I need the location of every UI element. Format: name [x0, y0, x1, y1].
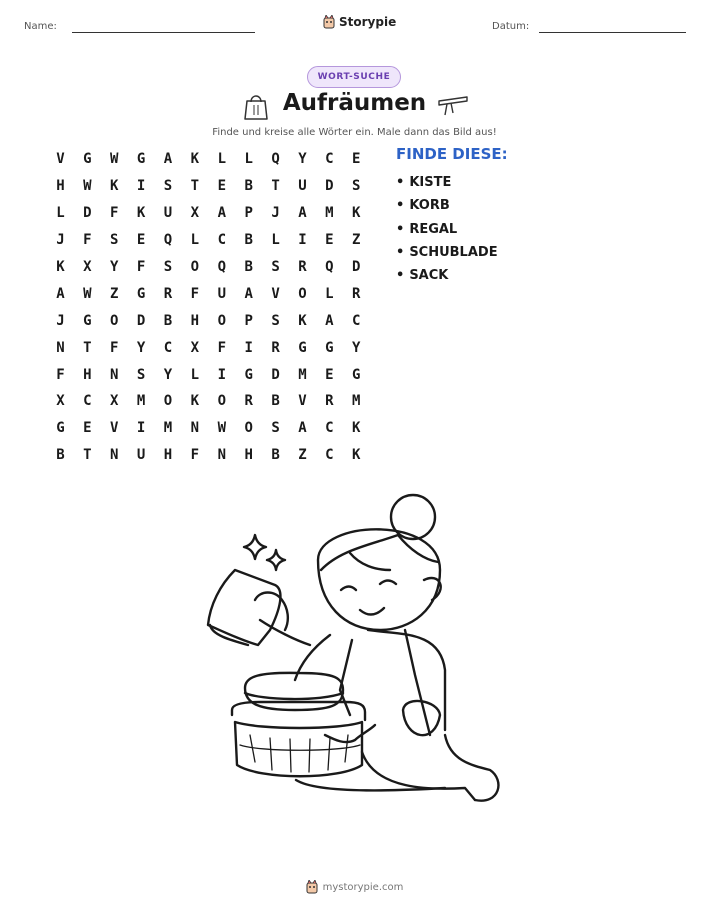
- grid-letter: N: [190, 420, 200, 437]
- word-item: [396, 264, 498, 287]
- grid-letter: S: [163, 259, 173, 275]
- grid-letter: G: [298, 339, 307, 356]
- grid-letter: I: [136, 420, 146, 437]
- grid-letter: T: [83, 447, 92, 464]
- date-label: Datum:: [492, 21, 530, 32]
- grid-letter: Y: [298, 151, 307, 168]
- grid-letter: Q: [325, 259, 334, 275]
- bullet: •: [396, 245, 405, 261]
- grid-row: [47, 200, 370, 227]
- grid-letter: U: [136, 447, 146, 464]
- grid-letter: A: [298, 420, 307, 437]
- bullet: •: [396, 268, 405, 284]
- grid-letter: L: [56, 205, 65, 222]
- grid-letter: K: [352, 420, 361, 437]
- grid-letter: B: [163, 312, 173, 329]
- grid-letter: G: [56, 420, 65, 437]
- grid-row: [47, 254, 370, 281]
- word-list: [396, 171, 498, 287]
- grid-letter: H: [83, 366, 92, 383]
- grid-letter: X: [190, 205, 200, 222]
- grid-letter: S: [271, 259, 280, 275]
- grid-letter: Y: [163, 366, 173, 383]
- grid-letter: A: [244, 285, 253, 302]
- word-text: SACK: [409, 268, 449, 284]
- word-item: [396, 194, 498, 217]
- grid-letter: D: [352, 259, 361, 275]
- grid-letter: K: [190, 151, 200, 168]
- grid-letter: S: [271, 312, 280, 329]
- grid-letter: G: [136, 151, 146, 168]
- grid-letter: A: [298, 205, 307, 222]
- grid-letter: K: [136, 205, 146, 222]
- grid-letter: L: [190, 232, 200, 249]
- grid-row: [47, 280, 370, 307]
- grid-letter: S: [110, 232, 119, 249]
- grid-letter: M: [163, 420, 173, 437]
- grid-row: [47, 388, 370, 415]
- grid-letter: N: [217, 447, 226, 464]
- grid-letter: O: [190, 259, 200, 275]
- grid-letter: D: [136, 312, 146, 329]
- grid-letter: D: [271, 366, 280, 383]
- page-title: Aufräumen: [282, 90, 427, 116]
- grid-row: [47, 227, 370, 254]
- grid-letter: J: [56, 312, 65, 329]
- grid-letter: A: [217, 205, 226, 222]
- grid-letter: N: [56, 339, 65, 356]
- grid-letter: O: [163, 393, 173, 410]
- grid-letter: V: [298, 393, 307, 410]
- word-text: SCHUBLADE: [409, 245, 498, 261]
- footer-url: mystorypie.com: [322, 881, 404, 893]
- grid-letter: R: [325, 393, 334, 410]
- grid-letter: U: [298, 178, 307, 195]
- grid-letter: R: [298, 259, 307, 275]
- shelf-icon: [437, 95, 469, 117]
- grid-row: [47, 307, 370, 334]
- grid-letter: B: [244, 232, 253, 249]
- grid-letter: C: [352, 312, 361, 329]
- grid-letter: F: [110, 339, 119, 356]
- grid-letter: Y: [110, 259, 119, 275]
- grid-letter: H: [190, 312, 200, 329]
- grid-row: [47, 146, 370, 173]
- grid-letter: F: [56, 366, 65, 383]
- grid-letter: G: [352, 366, 361, 383]
- grid-letter: R: [163, 285, 173, 302]
- grid-letter: M: [352, 393, 361, 410]
- grid-letter: L: [244, 151, 253, 168]
- grid-letter: D: [325, 178, 334, 195]
- grid-letter: F: [83, 232, 92, 249]
- grid-letter: E: [325, 232, 334, 249]
- grid-letter: A: [163, 151, 173, 168]
- bullet: •: [396, 198, 405, 214]
- grid-letter: T: [271, 178, 280, 195]
- grid-row: [47, 334, 370, 361]
- grid-letter: I: [298, 232, 307, 249]
- grid-letter: K: [352, 447, 361, 464]
- grid-letter: Q: [163, 232, 173, 249]
- grid-letter: X: [83, 259, 92, 275]
- grid-letter: K: [190, 393, 200, 410]
- grid-letter: L: [271, 232, 280, 249]
- grid-letter: R: [271, 339, 280, 356]
- grid-letter: J: [271, 205, 280, 222]
- storypie-logo-icon: [323, 15, 335, 29]
- word-list-title: FINDE DIESE:: [396, 145, 508, 163]
- grid-letter: F: [217, 339, 226, 356]
- grid-letter: M: [136, 393, 146, 410]
- footer: [0, 880, 709, 894]
- grid-letter: W: [217, 420, 226, 437]
- grid-letter: B: [271, 447, 280, 464]
- grid-letter: O: [217, 312, 226, 329]
- grid-letter: G: [83, 312, 92, 329]
- grid-row: [47, 173, 370, 200]
- grid-row: [47, 361, 370, 388]
- grid-letter: F: [190, 447, 200, 464]
- sparkle-icon: [244, 535, 266, 559]
- grid-letter: A: [56, 285, 65, 302]
- grid-letter: Y: [136, 339, 146, 356]
- grid-letter: W: [83, 178, 92, 195]
- name-label: Name:: [24, 21, 57, 32]
- grid-letter: O: [217, 393, 226, 410]
- grid-letter: C: [217, 232, 226, 249]
- grid-letter: W: [83, 285, 92, 302]
- grid-letter: P: [244, 205, 253, 222]
- bullet: •: [396, 175, 405, 191]
- grid-letter: C: [163, 339, 173, 356]
- grid-letter: H: [56, 178, 65, 195]
- word-text: REGAL: [409, 221, 458, 237]
- grid-row: [47, 442, 370, 469]
- grid-letter: E: [325, 366, 334, 383]
- grid-letter: W: [110, 151, 119, 168]
- grid-letter: C: [325, 151, 334, 168]
- sparkle-icon: [267, 550, 285, 570]
- word-text: KISTE: [409, 175, 452, 191]
- grid-letter: L: [190, 366, 200, 383]
- grid-letter: G: [136, 285, 146, 302]
- grid-letter: N: [110, 366, 119, 383]
- grid-letter: G: [244, 366, 253, 383]
- grid-letter: V: [110, 420, 119, 437]
- grid-letter: M: [325, 205, 334, 222]
- word-item: [396, 218, 498, 241]
- grid-letter: K: [298, 312, 307, 329]
- grid-row: [47, 415, 370, 442]
- grid-letter: M: [298, 366, 307, 383]
- grid-letter: O: [298, 285, 307, 302]
- brand: [323, 15, 396, 29]
- grid-letter: J: [56, 232, 65, 249]
- grid-letter: E: [217, 178, 226, 195]
- grid-letter: O: [110, 312, 119, 329]
- grid-letter: I: [136, 178, 146, 195]
- grid-letter: F: [110, 205, 119, 222]
- instructions: Finde und kreise alle Wörter ein. Male dann das Bild aus!: [212, 127, 497, 138]
- grid-letter: I: [244, 339, 253, 356]
- grid-letter: T: [190, 178, 200, 195]
- grid-letter: F: [190, 285, 200, 302]
- grid-letter: G: [325, 339, 334, 356]
- grid-letter: B: [271, 393, 280, 410]
- grid-letter: D: [83, 205, 92, 222]
- grid-letter: B: [244, 178, 253, 195]
- grid-letter: C: [325, 420, 334, 437]
- grid-letter: U: [217, 285, 226, 302]
- grid-letter: P: [244, 312, 253, 329]
- grid-letter: Y: [352, 339, 361, 356]
- name-line: [72, 32, 255, 33]
- grid-letter: A: [325, 312, 334, 329]
- word-item: [396, 171, 498, 194]
- grid-letter: L: [217, 151, 226, 168]
- grid-letter: F: [136, 259, 146, 275]
- grid-letter: Z: [352, 232, 361, 249]
- brand-name: Storypie: [339, 15, 397, 29]
- grid-letter: Q: [271, 151, 280, 168]
- grid-letter: S: [271, 420, 280, 437]
- grid-letter: K: [110, 178, 119, 195]
- grid-letter: E: [83, 420, 92, 437]
- grid-letter: R: [244, 393, 253, 410]
- grid-letter: Z: [298, 447, 307, 464]
- grid-letter: G: [83, 151, 92, 168]
- grid-letter: S: [352, 178, 361, 195]
- grid-letter: N: [110, 447, 119, 464]
- storypie-logo-icon: [306, 880, 318, 894]
- grid-letter: X: [110, 393, 119, 410]
- grid-letter: E: [352, 151, 361, 168]
- grid-letter: I: [217, 366, 226, 383]
- grid-letter: O: [244, 420, 253, 437]
- date-line: [539, 32, 686, 33]
- grid-letter: K: [352, 205, 361, 222]
- grid-letter: C: [83, 393, 92, 410]
- grid-letter: X: [56, 393, 65, 410]
- grid-letter: V: [56, 151, 65, 168]
- grid-letter: B: [244, 259, 253, 275]
- grid-letter: V: [271, 285, 280, 302]
- grid-letter: T: [83, 339, 92, 356]
- cleaning-girl-illustration: [200, 490, 510, 820]
- grid-letter: K: [56, 259, 65, 275]
- grid-letter: C: [325, 447, 334, 464]
- grid-letter: Z: [110, 285, 119, 302]
- grid-letter: U: [163, 205, 173, 222]
- grid-letter: R: [352, 285, 361, 302]
- word-text: KORB: [409, 198, 450, 214]
- wordsearch-badge: WORT-SUCHE: [307, 66, 401, 88]
- letter-grid: [47, 146, 370, 469]
- grid-letter: Q: [217, 259, 226, 275]
- grid-letter: S: [136, 366, 146, 383]
- word-item: [396, 241, 498, 264]
- grid-letter: H: [244, 447, 253, 464]
- grid-letter: L: [325, 285, 334, 302]
- bullet: •: [396, 221, 405, 237]
- grid-letter: E: [136, 232, 146, 249]
- grid-letter: X: [190, 339, 200, 356]
- grid-letter: B: [56, 447, 65, 464]
- grid-letter: H: [163, 447, 173, 464]
- grid-letter: S: [163, 178, 173, 195]
